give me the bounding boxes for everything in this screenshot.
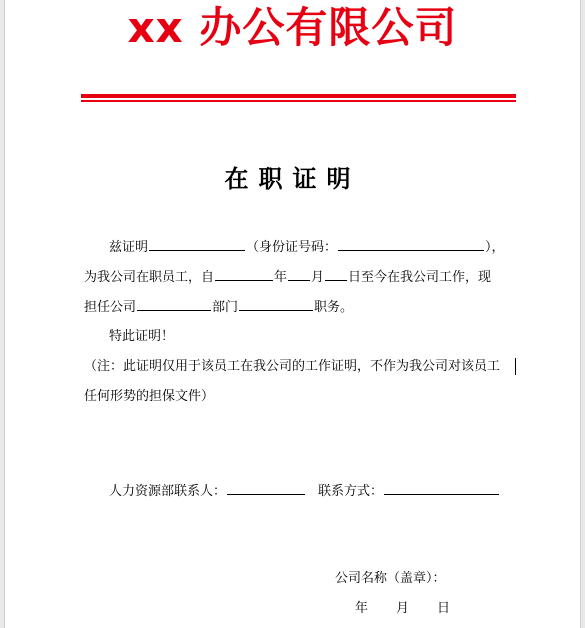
text-year: 年 <box>274 270 288 285</box>
hr-contact-blank[interactable] <box>227 481 305 495</box>
position-blank[interactable] <box>239 297 313 311</box>
body-line-1 <box>109 237 505 257</box>
name-blank[interactable] <box>149 237 245 251</box>
id-number-blank[interactable] <box>338 237 484 251</box>
document-title: 在职证明 <box>224 165 361 193</box>
body-line-2 <box>84 267 491 287</box>
hr-contact-label: 人力资源部联系人： <box>109 484 227 499</box>
phone-label: 联系方式： <box>318 484 384 499</box>
text-id-number: （身份证号码： <box>246 240 338 255</box>
document-page <box>4 0 581 628</box>
month-blank[interactable] <box>288 267 310 281</box>
note-line-2: 任何形势的担保文件） <box>84 389 215 404</box>
text-certify: 兹证明 <box>109 240 149 255</box>
footer-month: 月 <box>396 601 410 616</box>
body-line-3 <box>84 297 353 317</box>
text-position-in: 担任公司 <box>84 300 137 315</box>
text-employee-since: 为我公司在职员工，自 <box>84 270 215 285</box>
text-month: 月 <box>311 270 325 285</box>
hereby-certify: 特此证明！ <box>109 329 175 344</box>
text-line1-end: ）， <box>485 240 505 255</box>
text-until-now: 日至今在我公司工作，现 <box>348 270 492 285</box>
footer-year: 年 <box>355 601 369 616</box>
letterhead-rule-thin <box>81 100 516 102</box>
note-line-1: （注：此证明仅用于该员工在我公司的工作证明，不作为我公司对该员工 <box>84 359 501 374</box>
date-line <box>355 600 450 618</box>
company-letterhead: xx 办公有限公司 <box>127 3 458 52</box>
phone-blank[interactable] <box>384 481 499 495</box>
department-blank[interactable] <box>137 297 211 311</box>
contact-line <box>109 481 500 501</box>
letterhead-rule-thick <box>81 94 516 98</box>
company-seal-label: 公司名称（盖章）： <box>335 571 446 586</box>
day-blank[interactable] <box>325 267 347 281</box>
text-department: 部门 <box>212 300 239 315</box>
text-cursor <box>515 358 516 375</box>
footer-day: 日 <box>437 601 451 616</box>
text-position: 职务。 <box>314 300 354 315</box>
year-blank[interactable] <box>215 267 273 281</box>
